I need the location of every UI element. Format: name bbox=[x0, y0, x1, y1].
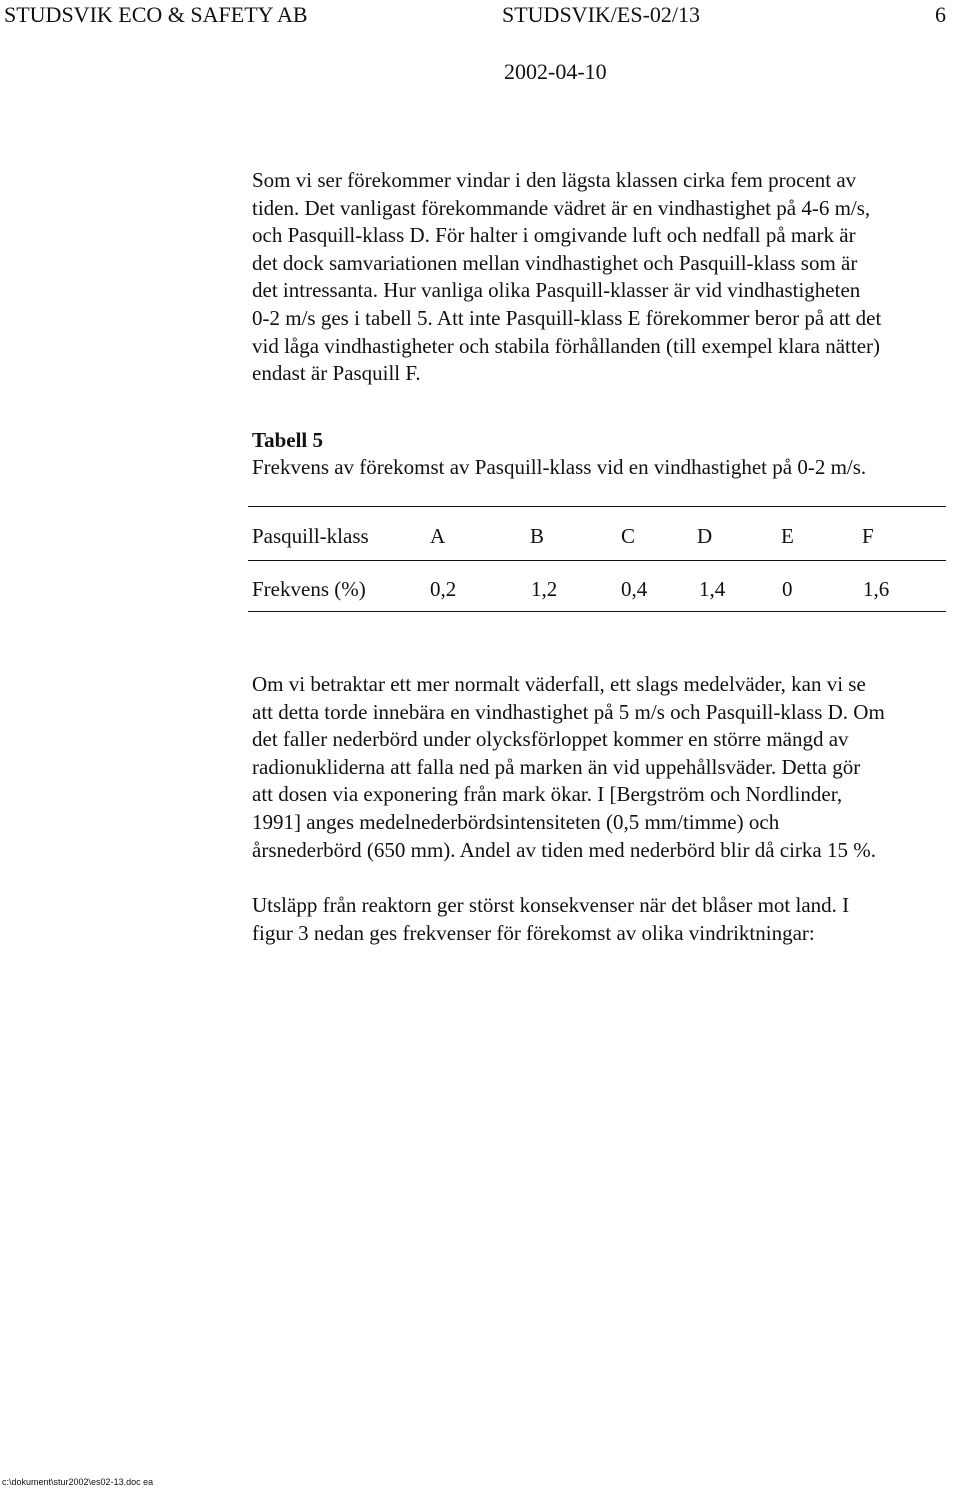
header-company: STUDSVIK ECO & SAFETY AB bbox=[4, 2, 308, 27]
paragraph-line: radionukliderna att falla ned på marken än vid uppehållsväder. Detta gör bbox=[252, 754, 861, 779]
paragraph-line: det faller nederbörd under olycksförloppet kommer en större mängd av bbox=[252, 727, 849, 752]
table-cell: 0 bbox=[782, 577, 793, 601]
table-cell: 0,2 bbox=[430, 577, 457, 601]
paragraph-line: Om vi betraktar ett mer normalt väderfall, ett slags medelväder, kan vi se bbox=[252, 672, 866, 696]
header-doc-id: STUDSVIK/ES-02/13 bbox=[502, 2, 701, 27]
header-page-number: 6 bbox=[935, 2, 946, 27]
table-cell: 1,4 bbox=[699, 577, 726, 601]
paragraph-line: det dock samvariationen mellan vindhastighet och Pasquill-klass som är bbox=[252, 250, 858, 275]
table-header-cell: A bbox=[430, 524, 446, 548]
table-bottom-rule bbox=[248, 611, 946, 612]
paragraph-line: Som vi ser förekommer vindar i den lägsta klassen cirka fem procent av bbox=[252, 168, 857, 192]
table-cell: 0,4 bbox=[621, 577, 648, 601]
paragraph-line: figur 3 nedan ges frekvenser för förekomst av olika vindriktningar: bbox=[252, 920, 815, 945]
paragraph-wind-classes bbox=[252, 167, 960, 388]
table-cell: Frekvens (%) bbox=[252, 577, 366, 601]
paragraph-line: att dosen via exponering från mark ökar. I [Bergström och Nordlinder, bbox=[252, 782, 843, 807]
table-header-rule bbox=[248, 560, 946, 561]
paragraph-line: årsnederbörd (650 mm). Andel av tiden med nederbörd blir då cirka 15 %. bbox=[252, 837, 876, 862]
paragraph-normal-weather bbox=[252, 671, 960, 864]
paragraph-line: vid låga vindhastigheter och stabila förhållanden (till exempel klara nätter) bbox=[252, 333, 881, 358]
paragraph-line: att detta torde innebära en vindhastighet på 5 m/s och Pasquill-klass D. Om bbox=[252, 699, 885, 724]
table-header-cell: D bbox=[697, 524, 713, 548]
paragraph-wind-direction bbox=[252, 892, 960, 947]
paragraph-line: och Pasquill-klass D. För halter i omgivande luft och nedfall på mark är bbox=[252, 223, 856, 248]
table-title: Tabell 5 bbox=[252, 428, 323, 452]
paragraph-line: 1991] anges medelnederbördsintensiteten (0,5 mm/timme) och bbox=[252, 809, 780, 834]
table-header-cell: B bbox=[530, 524, 545, 548]
paragraph-line: 0-2 m/s ges i tabell 5. Att inte Pasquill-klass E förekommer beror på att det bbox=[252, 305, 882, 330]
table-caption: Frekvens av förekomst av Pasquill-klass vid en vindhastighet på 0-2 m/s. bbox=[252, 455, 867, 479]
table-header-cell: E bbox=[781, 524, 794, 548]
table-row bbox=[0, 574, 960, 604]
paragraph-line: endast är Pasquill F. bbox=[252, 361, 421, 386]
table-cell: 1,6 bbox=[863, 577, 890, 601]
footer-file-path: c:\dokument\stur2002\es02-13.doc ea bbox=[2, 1477, 154, 1487]
table-header-cell: C bbox=[621, 524, 636, 548]
paragraph-line: det intressanta. Hur vanliga olika Pasquill-klasser är vid vindhastigheten bbox=[252, 278, 861, 303]
paragraph-line: tiden. Det vanligast förekommande vädret är en vindhastighet på 4-6 m/s, bbox=[252, 195, 871, 220]
table-header-cell: Pasquill-klass bbox=[252, 524, 369, 548]
table-cell: 1,2 bbox=[531, 577, 558, 601]
table-header-cell: F bbox=[862, 524, 874, 548]
table-top-rule bbox=[248, 506, 946, 507]
paragraph-line: Utsläpp från reaktorn ger störst konsekvenser när det blåser mot land. I bbox=[252, 893, 850, 917]
table-header-row bbox=[0, 521, 960, 551]
header-date: 2002-04-10 bbox=[504, 59, 607, 84]
